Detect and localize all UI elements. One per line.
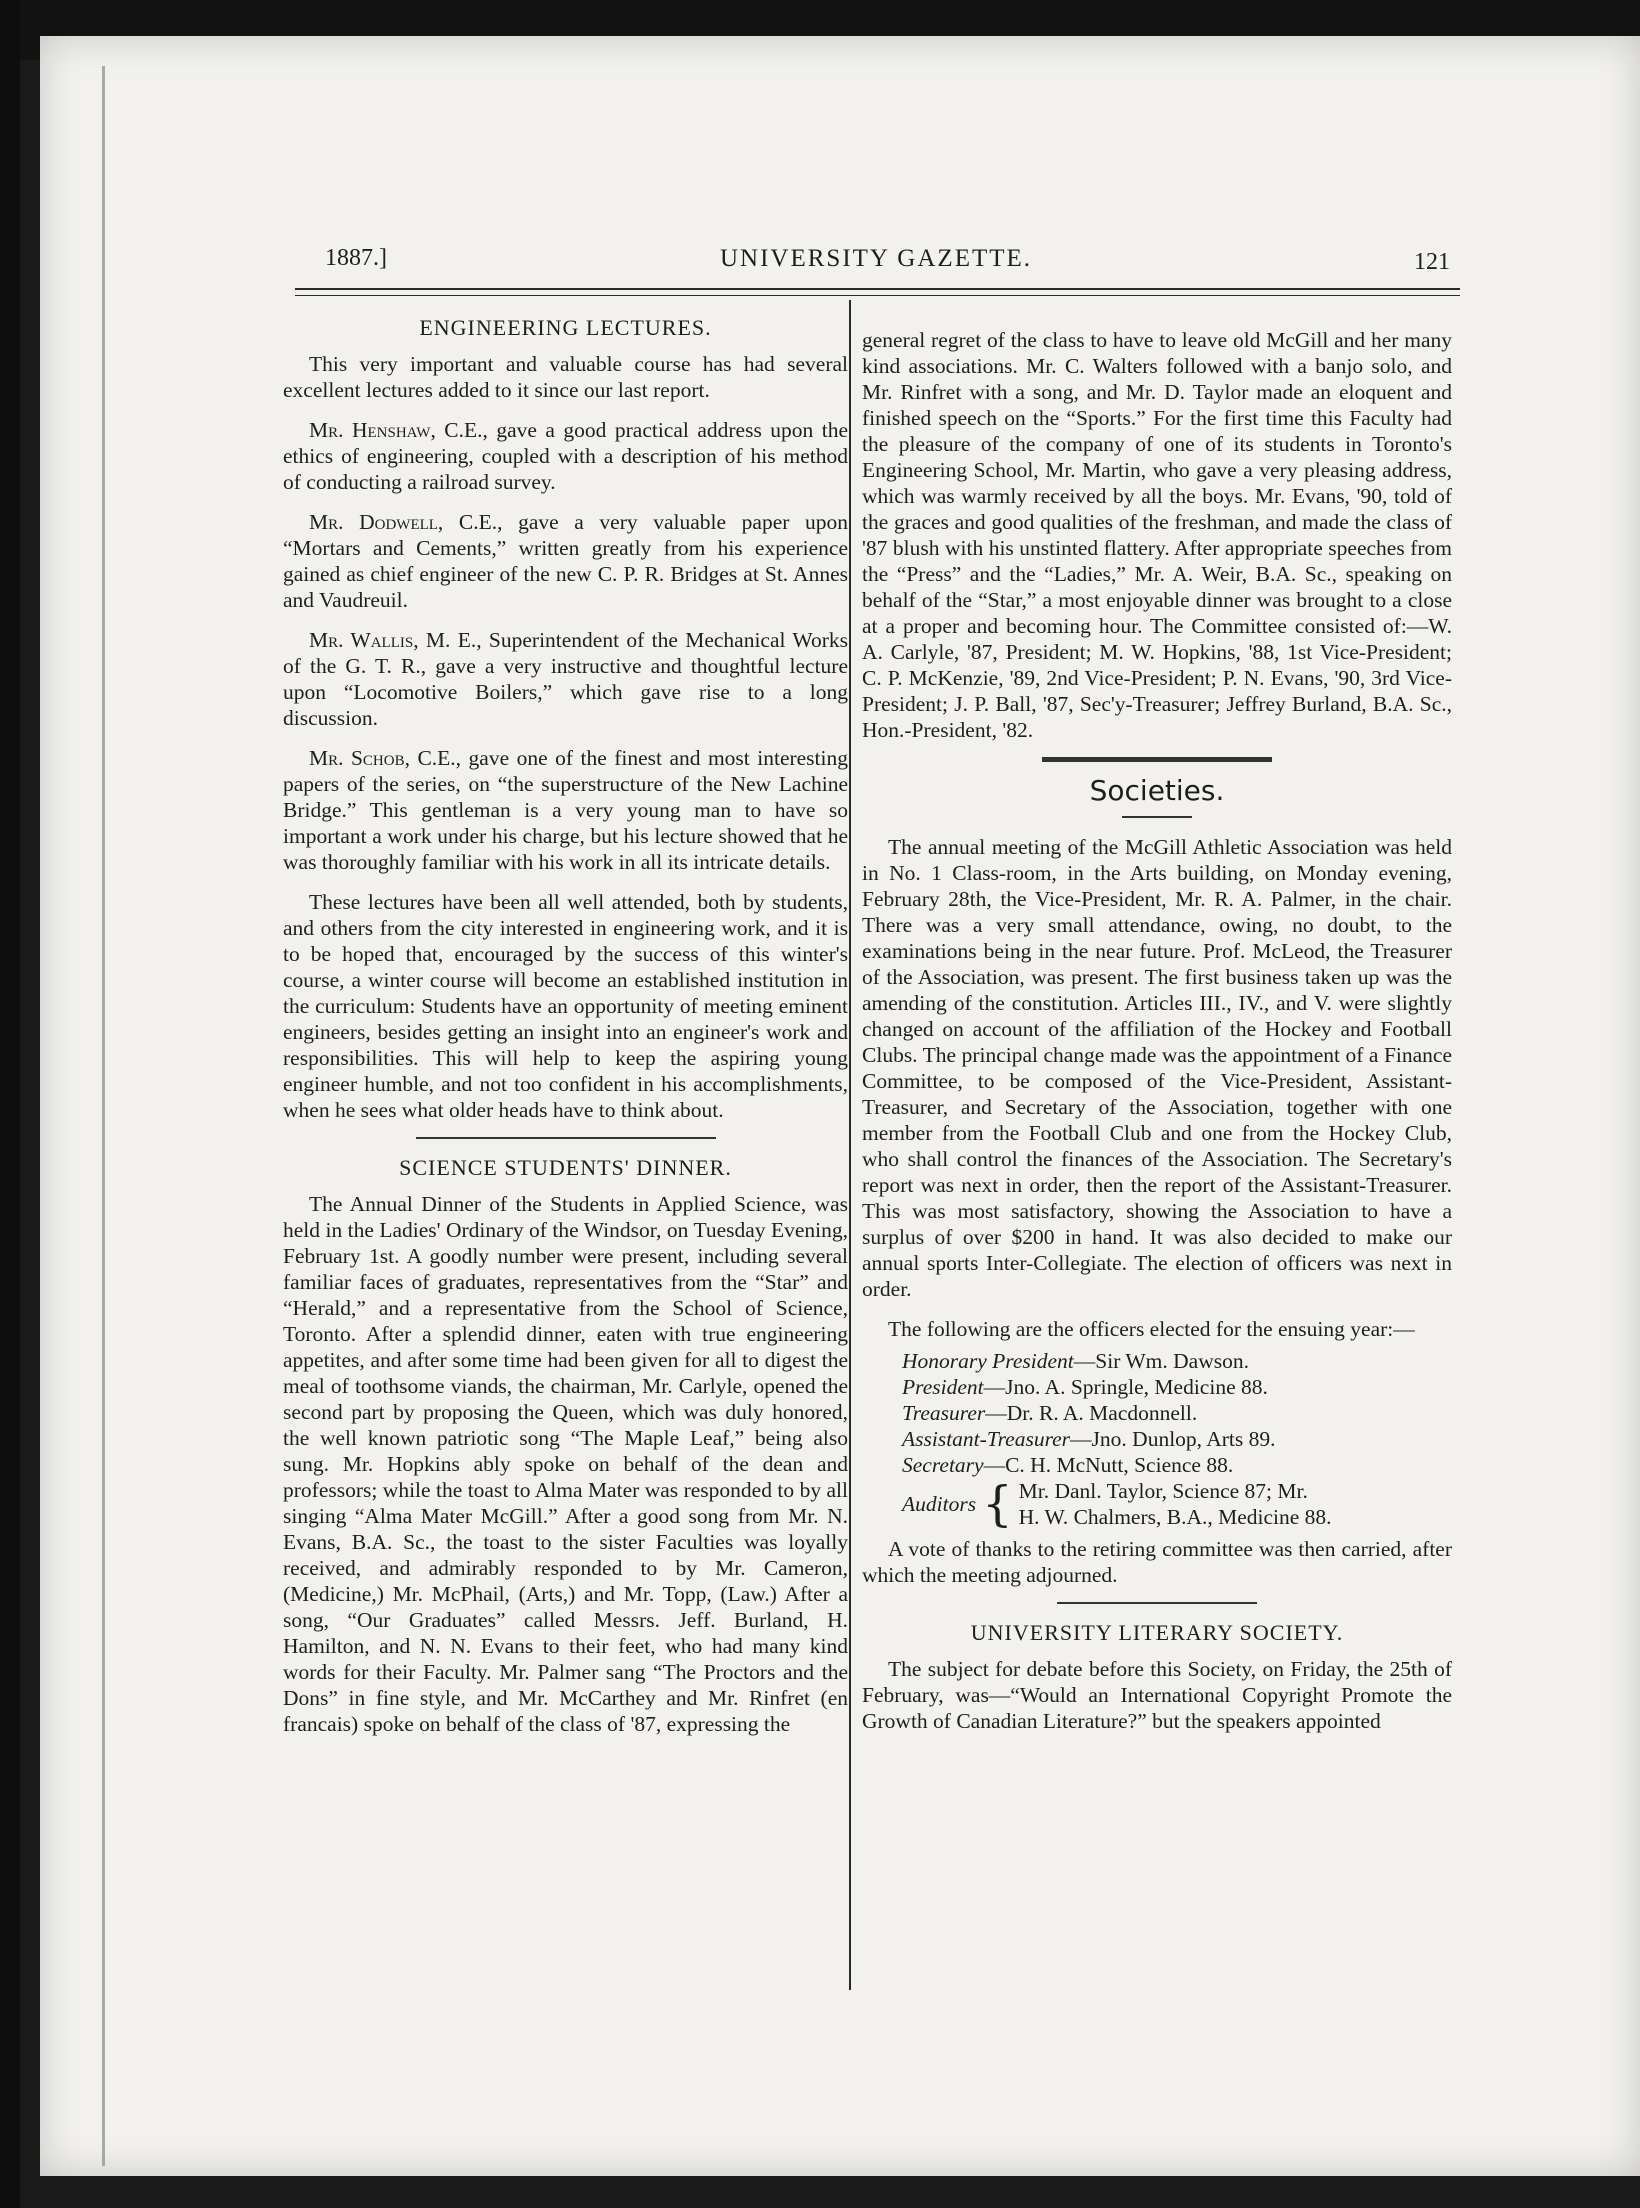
engineering-intro: This very important and valuable course has had several excellent lectures added to it since our last report. [283,352,848,402]
literary-heading: UNIVERSITY LITERARY SOCIETY. [970,1620,1344,1645]
brace-icon: { [982,1476,1013,1532]
dodwell-paragraph [283,509,848,613]
officer-name: —Jno. A. Springle, Medicine 88. [983,1375,1268,1399]
running-header [325,243,1450,293]
officer-role: Treasurer [902,1401,986,1425]
societies-rule-top [1042,757,1272,762]
literary-paragraph: The subject for debate before this Society, on Friday, the 25th of February, was—“Would an International Copyright Promote the Growth of Canadian Literature?” but the speakers appointed [862,1657,1452,1733]
wallis-name: Mr. Wallis, [309,628,419,652]
schob-text: C.E., gave one of the finest and most interesting papers of the series, on “the superstructure of the New Lachine Bridge.” This gentleman is a very young man to have so important a work under his charge, but his lecture showed that he was thoroughly familiar with his work in all its intricate details. [283,746,848,874]
dodwell-name: Mr. Dodwell, [309,510,444,534]
officer-entry [902,1452,1452,1478]
header-rule [295,288,1460,290]
officer-entry [902,1348,1452,1374]
dinner-paragraph: The Annual Dinner of the Students in Applied Science, was held in the Ladies' Ordinary of the Windsor, on Tuesday Evening, February 1st. A goodly number were present, including several familiar faces of graduates, representatives from the “Star” and “Herald,” and a representative from the School of Science, Toronto. After a splendid dinner, eaten with true engineering appetites, and after some time had been given for all to digest the meal of toothsome viands, the chairman, Mr. Carlyle, opened the second part by proposing the Queen, which was duly honored, the well known patriotic song “The Maple Leaf,” being also sung. Mr. Hopkins ably spoke on behalf of the dean and professors; while the toast to Alma Mater was responded to by all singing “Alma Mater McGill.” After a good song from Mr. N. Evans, B.A. Sc., the toast to the sister Faculties was loyally received, and admirably responded to by Mr. Cameron, (Medicine,) Mr. McPhail, (Arts,) and Mr. Topp, (Law.) After a song, “Our Graduates” called Messrs. Jeff. Burland, H. Hamilton, and N. N. Evans to their feet, who had many kind words for their Faculty. Mr. Palmer sang “The Proctors and the Dons” in fine style, and Mr. McCarthey and Mr. Rinfret (en francais) spoke on behalf of the class of '87, expressing the [283,1192,848,1736]
societies-heading: Societies. [1089,774,1225,807]
officer-role: President [902,1375,984,1399]
dodwell-text: C.E., gave a very valuable paper upon “Mortars and Cements,” written greatly from his experience gained as chief engineer of the new C. P. R. Bridges at St. Annes and Vaudreuil. [283,510,848,612]
officer-name: —C. H. McNutt, Science 88. [983,1453,1234,1477]
left-column [283,315,848,1751]
column-divider [849,300,851,1990]
auditors-names [1019,1478,1332,1530]
page-number: 121 [1414,249,1450,275]
henshaw-name: Mr. Henshaw, [309,418,436,442]
page-fold-line [102,66,105,2166]
engineering-heading: ENGINEERING LECTURES. [419,315,712,340]
scan-border-left [0,0,20,2208]
header-rule-thin [295,295,1460,296]
officer-entry [902,1400,1452,1426]
schob-name: Mr. Schob, [309,746,410,770]
officer-role: Honorary President [902,1349,1074,1373]
auditor-line: Mr. Danl. Taylor, Science 87; Mr. [1018,1479,1308,1503]
officer-name: —Dr. R. A. Macdonnell. [985,1401,1198,1425]
auditor-line: H. W. Chalmers, B.A., Medicine 88. [1018,1505,1332,1529]
engineering-closing: These lectures have been all well attended, both by students, and others from the city interested in engineering work, and it is to be hoped that, encouraged by the success of this winter's course, a winter course will become an established institution in the curriculum: Students have an opportunity of meeting eminent engineers, besides getting an insight into an engineer's work and responsibilities. This will help to keep the aspiring young engineer humble, and not too confident in his accomplishments, when he sees what older heads have to think about. [283,890,848,1122]
right-column [862,327,1452,1748]
officer-role: Assistant-Treasurer [902,1427,1071,1451]
wallis-text: M. E., Superintendent of the Mechanical Works of the G. T. R., gave a very instructive and thoughtful lecture upon “Locomotive Boilers,” which gave rise to a long discussion. [283,628,848,730]
header-year: 1887.] [325,245,387,271]
henshaw-text: C.E., gave a good practical address upon the ethics of engineering, coupled with a description of his method of conducting a railroad survey. [283,418,848,494]
auditors-entry [902,1478,1452,1530]
meeting-closing: A vote of thanks to the retiring committee was then carried, after which the meeting adjourned. [862,1537,1452,1587]
dinner-heading: SCIENCE STUDENTS' DINNER. [399,1155,732,1180]
officers-intro: The following are the officers elected for the ensuing year:— [888,1317,1415,1341]
societies-rule-bottom [1122,816,1192,818]
officers-list [902,1348,1452,1530]
officer-name: —Jno. Dunlop, Arts 89. [1070,1427,1276,1451]
section-divider [1057,1602,1257,1604]
dinner-continued: general regret of the class to have to leave old McGill and her many kind associations. Mr. C. Walters followed with a banjo solo, and Mr. Rinfret with a song, and Mr. D. Taylor made an eloquent and finished speech on the “Sports.” For the first time this Faculty had the pleasure of the company of one of its students in Toronto's Engineering School, Mr. Martin, who gave a very pleasing address, which was warmly received by all the boys. Mr. Evans, '90, told of the graces and good qualities of the freshman, and made the class of '87 blush with his unstinted flattery. After appropriate speeches from the “Press” and the “Ladies,” Mr. A. Weir, B.A. Sc., speaking on behalf of the “Star,” a most enjoyable dinner was brought to a close at a proper and becoming hour. The Committee consisted of:—W. A. Carlyle, '87, President; M. W. Hopkins, '88, 1st Vice-President; C. P. McKenzie, '89, 2nd Vice-President; P. N. Evans, '90, 3rd Vice-President; J. P. Ball, '87, Sec'y-Treasurer; Jeffrey Burland, B.A. Sc., Hon.-President, '82. [862,328,1452,742]
henshaw-paragraph [283,417,848,495]
officer-entry [902,1374,1452,1400]
officer-role: Secretary [902,1453,984,1477]
schob-paragraph [283,745,848,875]
section-divider [416,1137,716,1139]
officer-entry [902,1426,1452,1452]
publication-title: UNIVERSITY GAZETTE. [720,245,1033,272]
athletic-meeting-paragraph: The annual meeting of the McGill Athletic Association was held in No. 1 Class-room, in the Arts building, on Monday evening, February 28th, the Vice-President, Mr. R. A. Palmer, in the chair. There was a very small attendance, owing, no doubt, to the examinations being in the near future. Prof. McLeod, the Treasurer of the Association, was present. The first business taken up was the amending of the constitution. Articles III., IV., and V. were slightly changed on account of the affiliation of the Hockey and Football Clubs. The principal change made was the appointment of a Finance Committee, to be composed of the Vice-President, Assistant-Treasurer, and Secretary of the Association, together with one member from the Football Club and one from the Hockey Club, who shall control the finances of the Association. The Secretary's report was next in order, then the report of the Assistant-Treasurer. This was most satisfactory, showing the Association to have a surplus of over $200 in hand. It was also decided to make our annual sports Inter-Collegiate. The election of officers was next in order. [862,835,1452,1301]
officer-name: —Sir Wm. Dawson. [1073,1349,1249,1373]
auditors-label: Auditors [902,1492,977,1516]
wallis-paragraph [283,627,848,731]
